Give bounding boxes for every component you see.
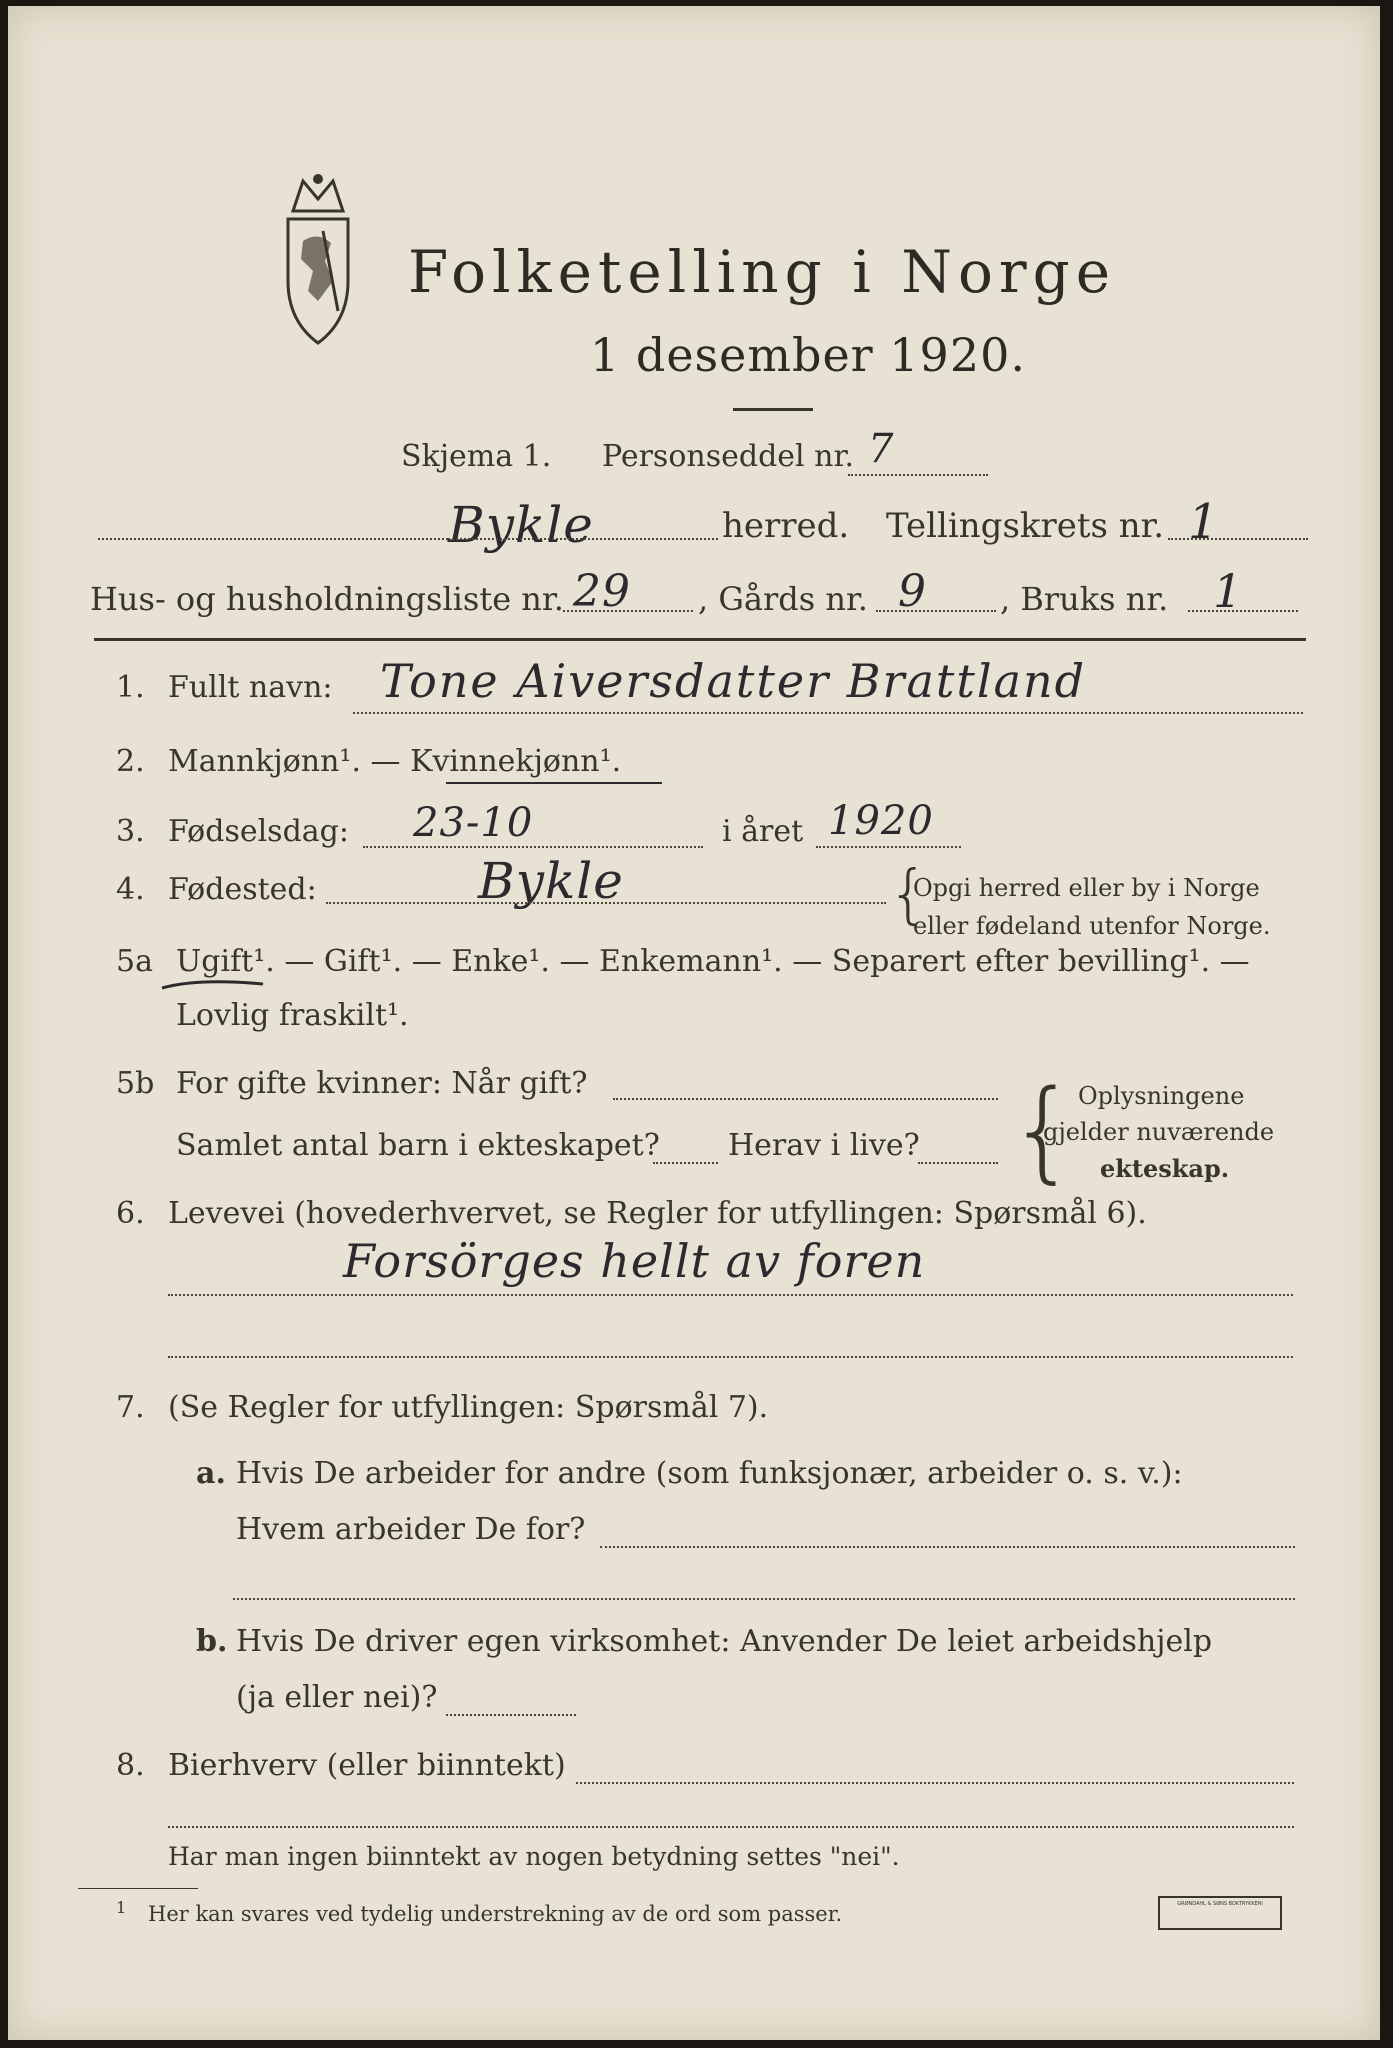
census-date: 1 desember 1920. <box>590 328 1026 382</box>
gards-label: , Gårds nr. <box>698 580 868 618</box>
q2-number: 2. <box>116 744 145 779</box>
q3-label: Fødselsdag: <box>168 814 349 849</box>
tellingskrets-value[interactable]: 1 <box>1188 494 1220 550</box>
bruks-label: , Bruks nr. <box>1000 580 1169 618</box>
q3-year-line <box>816 846 961 848</box>
q5b-note-line3: ekteskap. <box>1100 1154 1230 1183</box>
q5b-children-label: Samlet antal barn i ekteskapet? <box>176 1128 660 1163</box>
q8-line2 <box>168 1826 1294 1828</box>
q7a-extra-line <box>233 1598 1295 1600</box>
q5b-note-line1: Oplysningene <box>1078 1082 1245 1110</box>
q3-year-label: i året <box>722 814 804 849</box>
q7b-letter: b. <box>196 1624 228 1659</box>
q7a-employer-label: Hvem arbeider De for? <box>236 1512 586 1547</box>
q4-label: Fødested: <box>168 872 317 907</box>
q6-occupation-label: Levevei (hovederhvervet, se Regler for utfyllingen: Spørsmål 6). <box>168 1196 1147 1231</box>
q6-number: 6. <box>116 1196 145 1231</box>
personseddel-label: Personseddel nr. <box>602 439 855 474</box>
bruks-line <box>1188 610 1298 612</box>
q7-number: 7. <box>116 1390 145 1425</box>
q2-gender-options: Mannkjønn¹. — Kvinnekjønn¹. <box>168 744 622 779</box>
q5b-note-line2: gjelder nuværende <box>1043 1118 1275 1146</box>
q5a-marital-options: Ugift¹. — Gift¹. — Enke¹. — Enkemann¹. — Separert efter bevilling¹. — <box>176 944 1250 979</box>
q5a-number: 5a <box>116 944 153 979</box>
header-divider <box>94 638 1306 641</box>
printer-stamp-text: GRØNDAHL & SØNS BOKTRYKKERI <box>1177 1901 1263 1907</box>
q4-number: 4. <box>116 872 145 907</box>
q4-note-line1: Opgi herred eller by i Norge <box>913 874 1260 902</box>
footnote-mark: 1 <box>116 1898 127 1917</box>
hus-value[interactable]: 29 <box>573 566 631 617</box>
q8-label: Bierhverv (eller biinntekt) <box>168 1748 566 1783</box>
q4-brace: { <box>888 858 929 932</box>
q6-occupation-value[interactable]: Forsörges hellt av foren <box>343 1234 926 1288</box>
census-form-page <box>8 6 1380 2040</box>
q1-number: 1. <box>116 670 145 705</box>
title-divider <box>733 408 813 411</box>
q7-label: (Se Regler for utfyllingen: Spørsmål 7). <box>168 1390 769 1425</box>
q1-full-name-value[interactable]: Tone Aiversdatter Brattland <box>380 654 1087 708</box>
q5b-married-label: For gifte kvinner: Når gift? <box>176 1066 588 1101</box>
q1-line <box>353 712 1303 714</box>
gards-line <box>876 610 996 612</box>
q7b-label: Hvis De driver egen virksomhet: Anvender De leiet arbeidshjelp <box>236 1624 1213 1659</box>
q3-number: 3. <box>116 814 145 849</box>
q8-line1 <box>576 1782 1294 1784</box>
q4-note-line2: eller fødeland utenfor Norge. <box>913 912 1271 940</box>
q6-line1 <box>168 1294 1293 1296</box>
herred-line-left <box>98 538 448 540</box>
herred-value[interactable]: Bykle <box>448 496 594 554</box>
norwegian-coat-of-arms-icon <box>263 171 373 351</box>
q8-number: 8. <box>116 1748 145 1783</box>
schema-label: Skjema 1. <box>401 439 552 474</box>
q5b-number: 5b <box>116 1066 155 1101</box>
personseddel-value[interactable]: 7 <box>868 426 895 472</box>
hus-line <box>563 610 693 612</box>
footnote-divider <box>78 1888 198 1889</box>
personseddel-line <box>848 474 988 476</box>
q3-line <box>363 846 703 848</box>
bruks-value[interactable]: 1 <box>1213 564 1244 618</box>
q3-year-value[interactable]: 1920 <box>828 798 934 844</box>
q3-birthday-value[interactable]: 23-10 <box>413 800 534 846</box>
q6-line2 <box>168 1356 1293 1358</box>
q4-birthplace-value[interactable]: Bykle <box>478 852 624 910</box>
q7a-label: Hvis De arbeider for andre (som funksjonær, arbeider o. s. v.): <box>236 1456 1183 1491</box>
footnote-text: Her kan svares ved tydelig understrekning av de ord som passer. <box>148 1902 843 1926</box>
q5b-brace: { <box>1008 1066 1078 1194</box>
q2-kvinnekjonn-underline <box>446 782 662 784</box>
printer-stamp <box>1158 1896 1282 1930</box>
q5a-marital-options-cont: Lovlig fraskilt¹. <box>176 998 409 1033</box>
gards-value[interactable]: 9 <box>898 566 927 617</box>
q7a-employer-line <box>600 1546 1295 1548</box>
q5b-alive-label: Herav i live? <box>728 1128 920 1163</box>
form-title: Folketelling i Norge <box>408 238 1117 306</box>
q4-line <box>326 902 886 904</box>
q5a-ugift-underline <box>158 974 268 994</box>
q7b-line <box>446 1714 576 1716</box>
hus-label: Hus- og husholdningsliste nr. <box>90 580 564 618</box>
q1-label: Fullt navn: <box>168 670 333 705</box>
q7a-letter: a. <box>196 1456 226 1491</box>
herred-label: herred. <box>722 506 850 546</box>
q5b-children-line <box>653 1162 718 1164</box>
q8-note: Har man ingen biinntekt av nogen betydning settes "nei". <box>168 1842 900 1871</box>
tellingskrets-line <box>1168 538 1308 540</box>
herred-line <box>448 538 718 540</box>
q7b-helper-label: (ja eller nei)? <box>236 1680 438 1715</box>
q5b-married-line <box>613 1098 998 1100</box>
tellingskrets-label: Tellingskrets nr. <box>886 506 1165 546</box>
q5b-alive-line <box>918 1162 998 1164</box>
